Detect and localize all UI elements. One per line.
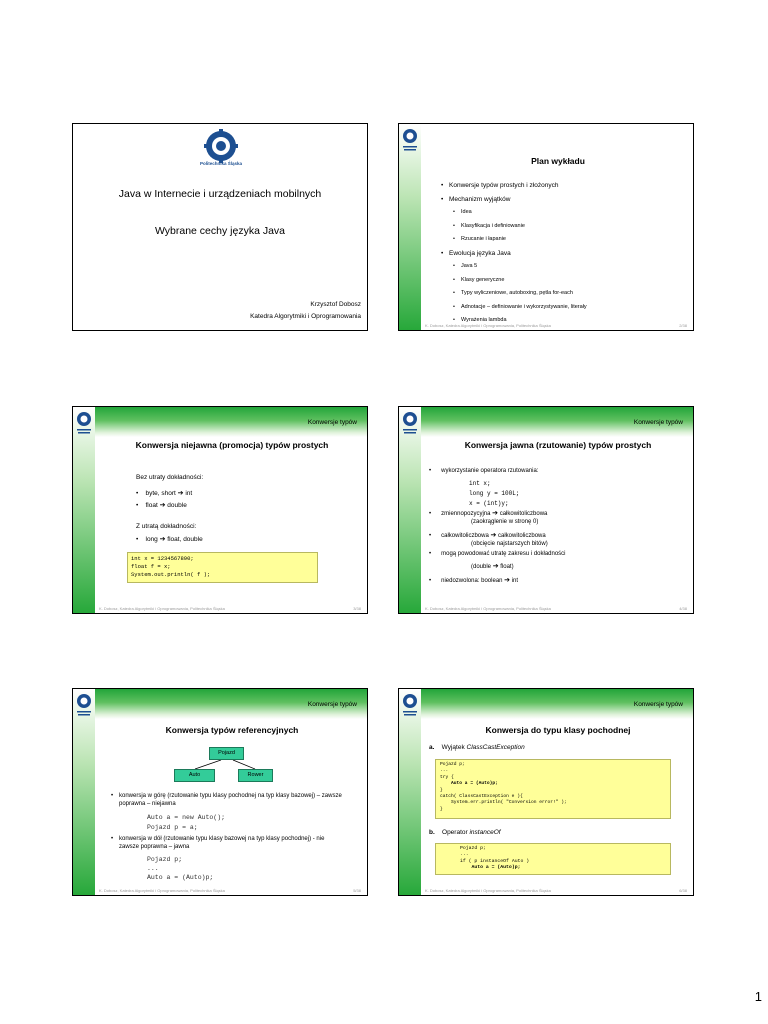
item-text: zmiennopozycyjna — [441, 511, 491, 517]
logo-text: Politechnika Śląska — [199, 161, 243, 166]
list-item: • float ➔ double — [136, 502, 187, 509]
arrow-right-icon: ➔ — [492, 563, 499, 570]
slide-subtitle: Wybrane cechy języka Java — [154, 225, 286, 237]
list-item-b — [429, 829, 501, 836]
university-logo-icon — [75, 692, 93, 722]
slide-footer: K. Dobosz, Katedra Algorytmiki i Oprogramowania, Politechnika Śląska — [99, 606, 225, 611]
code-box — [435, 759, 671, 819]
slide-title: Plan wykładu — [531, 156, 585, 166]
heading-with-loss: Z utratą dokładności: — [136, 523, 197, 530]
code-block: Pojazd p; ... Auto a = (Auto)p; — [147, 856, 214, 881]
slide-title: Konwersja niejawna (promocja) typów prostych — [135, 440, 329, 450]
code-block: int x; long y = 100L; x = (int)y; — [469, 480, 520, 507]
item-text: konwersja w górę (rzutowanie typu klasy pochodnej na typ klasy bazowej) – zawsze poprawna – niejawna — [119, 793, 342, 807]
slide-page-number: 2/38 — [679, 323, 687, 328]
list-item: • Java 5 — [461, 260, 689, 274]
slide-page-number: 3/38 — [353, 606, 361, 611]
list-item: • konwersja w górę (rzutowanie typu klasy pochodnej na typ klasy bazowej) – zawsze poprawna – niejawna — [111, 793, 342, 807]
university-logo-icon — [75, 410, 93, 440]
slide-4 — [398, 406, 694, 614]
list-item: • Klasyfikacja i definiowanie — [461, 220, 689, 234]
slide-title: Konwersja typów referencyjnych — [165, 725, 299, 735]
item-subtext: (zaokrąglenie w stronę 0) — [471, 519, 539, 525]
code-text: Pojazd p; ... try { — [440, 762, 465, 780]
list-item: • zmiennopozycyjna ➔ całkowitoliczbowa — [429, 510, 548, 517]
code-box — [127, 552, 318, 583]
university-logo-icon — [202, 129, 240, 163]
item-label: a. — [429, 744, 435, 751]
section-label: Konwersje typów — [633, 419, 683, 426]
code-text: } catch( ClassCastException e ){ System.err.println( "Conversion error!" ); } — [440, 787, 567, 812]
slide-page-number: 6/38 — [679, 888, 687, 893]
list-item: • long ➔ float, double — [136, 536, 203, 543]
slide-5 — [72, 688, 368, 896]
item-text: float) — [500, 564, 514, 570]
item-text: wykorzystanie operatora rzutowania: — [441, 468, 539, 474]
item-text: Operator — [442, 829, 470, 836]
list-item: • Typy wyliczeniowe, autoboxing, pętla for-each — [461, 287, 689, 301]
list-item: • Mechanizm wyjątków — [449, 193, 689, 207]
list-item: • całkowitoliczbowa ➔ całkowitoliczbowa — [429, 532, 546, 539]
item-italic: instanceOf — [469, 829, 501, 836]
item-label: b. — [429, 829, 435, 836]
item-text: byte, short — [145, 490, 176, 497]
slide-page-number: 5/38 — [353, 888, 361, 893]
list-item: • byte, short ➔ int — [136, 490, 193, 497]
arrow-right-icon: ➔ — [492, 510, 499, 517]
slide-footer: K. Dobosz, Katedra Algorytmiki i Oprogramowania, Politechnika Śląska — [425, 888, 551, 893]
page-number: 1 — [754, 989, 762, 1004]
item-text: float — [145, 502, 158, 509]
arrow-right-icon: ➔ — [504, 577, 511, 584]
list-item: • Idea — [461, 206, 689, 220]
slide-3 — [72, 406, 368, 614]
item-italic: ClassCastException — [466, 744, 525, 751]
university-logo-icon — [401, 410, 419, 440]
agenda-list — [449, 179, 689, 328]
diagram-node-rower: Rower — [238, 769, 273, 782]
item-text: całkowitoliczbowa — [498, 533, 546, 539]
code-block — [436, 760, 670, 815]
item-subtext: (obcięcie najstarszych bitów) — [471, 541, 548, 547]
item-text: double — [167, 502, 187, 509]
list-item: • mogą powodować utratę zakresu i dokładności — [429, 551, 566, 557]
slide-footer: K. Dobosz, Katedra Algorytmiki i Oprogramowania, Politechnika Śląska — [425, 323, 551, 328]
slide-footer: K. Dobosz, Katedra Algorytmiki i Oprogramowania, Politechnika Śląska — [99, 888, 225, 893]
department-name: Katedra Algorytmiki i Oprogramowania — [250, 313, 361, 320]
university-logo-icon — [401, 127, 419, 157]
code-block — [436, 844, 670, 874]
item-text: (double — [471, 564, 492, 570]
item-text: niedozwolona: boolean — [441, 578, 503, 584]
list-item: • Adnotacje – definiowanie i wykorzystywanie, literały — [461, 301, 689, 315]
slide-title: Konwersja jawna (rzutowanie) typów prostych — [464, 440, 652, 450]
slide-title: Java w Internecie i urządzeniach mobilnych — [118, 188, 322, 200]
slide-title: Konwersja do typu klasy pochodnej — [485, 725, 631, 735]
connector-line — [233, 760, 255, 769]
item-text: float, double — [167, 536, 203, 543]
item-subtext — [471, 562, 514, 570]
item-text: całkowitoliczbowa — [441, 533, 489, 539]
list-item: • wykorzystanie operatora rzutowania: — [429, 468, 539, 474]
item-text: Wyjątek — [441, 744, 467, 751]
section-label: Konwersje typów — [307, 701, 357, 708]
slide-page-number: 4/38 — [679, 606, 687, 611]
code-text: Auto a = (Auto)p; — [460, 865, 521, 871]
item-text: long — [145, 536, 158, 543]
code-box — [435, 843, 671, 875]
list-item: • konwersja w dół (rzutowanie typu klasy bazowej na typ klasy pochodnej) - nie zawsze poprawna – jawna — [111, 836, 325, 850]
list-item-a — [429, 744, 525, 751]
code-block: int x = 1234567890; float f = x; System.out.println( f ); — [131, 555, 211, 578]
code-text: Pojazd p; ... if ( p instanceOf Auto ) — [460, 846, 530, 864]
list-item: • Konwersje typów prostych i złożonych — [449, 179, 689, 193]
slide-2 — [398, 123, 694, 331]
diagram-node-auto: Auto — [174, 769, 215, 782]
section-label: Konwersje typów — [633, 701, 683, 708]
code-block: Auto a = new Auto(); Pojazd p = a; — [147, 814, 226, 831]
connector-line — [195, 760, 221, 769]
list-item: • niedozwolona: boolean ➔ int — [429, 577, 519, 584]
item-text: całkowitoliczbowa — [499, 511, 548, 517]
author-name: Krzysztof Dobosz — [310, 301, 361, 308]
arrow-right-icon: ➔ — [159, 536, 166, 543]
list-item: • Ewolucja języka Java — [449, 247, 689, 261]
item-text: mogą powodować utratę zakresu i dokładności — [441, 551, 566, 557]
code-text: Auto a = (Auto)p; — [440, 781, 498, 787]
list-item: • Klasy generyczne — [461, 274, 689, 288]
list-item: • Rzucanie i łapanie — [461, 233, 689, 247]
diagram-node-pojazd: Pojazd — [209, 747, 244, 760]
section-label: Konwersje typów — [307, 419, 357, 426]
university-logo-icon — [401, 692, 419, 722]
arrow-right-icon: ➔ — [177, 490, 184, 497]
slide-6 — [398, 688, 694, 896]
slide-1 — [72, 123, 368, 331]
item-text: int — [511, 578, 519, 584]
item-text: konwersja w dół (rzutowanie typu klasy bazowej na typ klasy pochodnej) - nie zawsze poprawna – jawna — [119, 836, 325, 850]
arrow-right-icon: ➔ — [490, 532, 497, 539]
arrow-right-icon: ➔ — [159, 502, 166, 509]
item-text: int — [185, 490, 193, 497]
list-item: • Wyrażenia lambda — [461, 314, 689, 328]
heading-no-loss: Bez utraty dokładności: — [136, 474, 204, 481]
slide-footer: K. Dobosz, Katedra Algorytmiki i Oprogramowania, Politechnika Śląska — [425, 606, 551, 611]
